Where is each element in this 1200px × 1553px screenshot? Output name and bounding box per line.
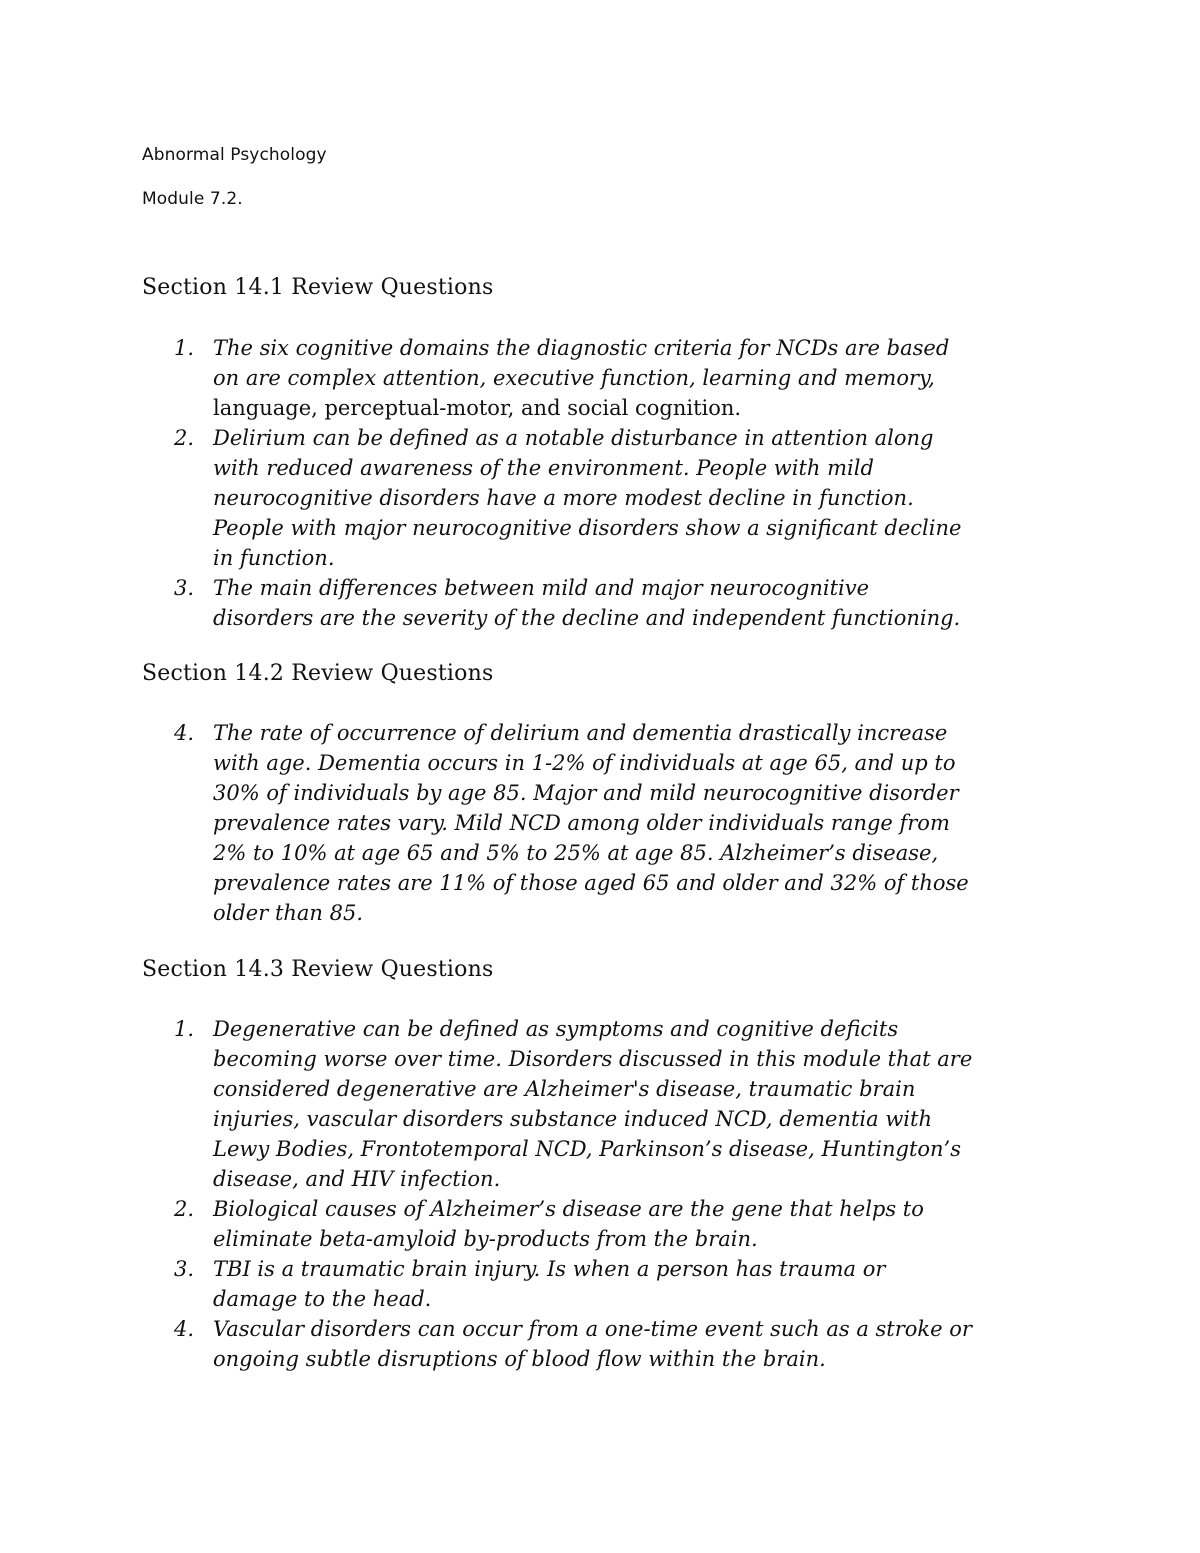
question-item [142, 423, 1102, 573]
answer-text: The main differences between mild and major neurocognitive disorders are the severity of the decline and independent functioning. [213, 576, 961, 630]
question-item [142, 573, 1102, 633]
answer-text: Delirium can be defined as a notable disturbance in attention along with reduced awareness of the environment. People with mild neurocognitive disorders have a more modest decline in function. People with major neurocognitive disorders show a significant decline in function. [213, 426, 962, 570]
question-number: 3. [174, 1257, 195, 1281]
course-title: Abnormal Psychology [142, 145, 327, 165]
answer-text-continued: language, perceptual-motor, and social cognition. [213, 396, 742, 420]
section-heading: Section 14.1 Review Questions [142, 275, 494, 300]
question-number: 3. [174, 576, 195, 600]
question-item [142, 1194, 1102, 1254]
answer-text: The six cognitive domains the diagnostic criteria for NCDs are based on are complex attention, executive function, learning and memory, [213, 336, 950, 390]
section-heading: Section 14.3 Review Questions [142, 957, 494, 982]
question-number: 1. [174, 336, 195, 360]
question-item [142, 1314, 1102, 1374]
question-number: 4. [174, 721, 195, 745]
question-list [142, 1014, 1102, 1374]
question-item [142, 333, 1102, 423]
question-list [142, 718, 1102, 928]
answer-text: TBI is a traumatic brain injury. Is when a person has trauma or damage to the head. [213, 1257, 886, 1311]
answer-text: Vascular disorders can occur from a one-time event such as a stroke or ongoing subtle disruptions of blood flow within the brain. [213, 1317, 972, 1371]
answer-text: Biological causes of Alzheimer’s disease are the gene that helps to eliminate beta-amyloid by-products from the brain. [213, 1197, 924, 1251]
question-number: 1. [174, 1017, 195, 1041]
section-heading: Section 14.2 Review Questions [142, 661, 494, 686]
question-number: 4. [174, 1317, 195, 1341]
question-item [142, 1014, 1102, 1194]
question-list [142, 333, 1102, 633]
question-number: 2. [174, 426, 195, 450]
module-label: Module 7.2. [142, 189, 243, 209]
question-number: 2. [174, 1197, 195, 1221]
answer-text: The rate of occurrence of delirium and dementia drastically increase with age. Dementia occurs in 1-2% of individuals at age 65, and up to 30% of individuals by age 85. Major and mild neurocognitive disorder prevalence rates vary. Mild NCD among older individuals range from 2% to 10% at age 65 and 5% to 25% at age 85. Alzheimer’s disease, prevalence rates are 11% of those aged 65 and older and 32% of those older than 85. [213, 721, 969, 925]
answer-text: Degenerative can be defined as symptoms and cognitive deficits becoming worse over time. Disorders discussed in this module that are considered degenerative are Alzheimer's disease, traumatic brain injuries, vascular disorders substance induced NCD, dementia with Lewy Bodies, Frontotemporal NCD, Parkinson’s disease, Huntington’s disease, and HIV infection. [213, 1017, 973, 1191]
question-item [142, 718, 1102, 928]
question-item [142, 1254, 1102, 1314]
